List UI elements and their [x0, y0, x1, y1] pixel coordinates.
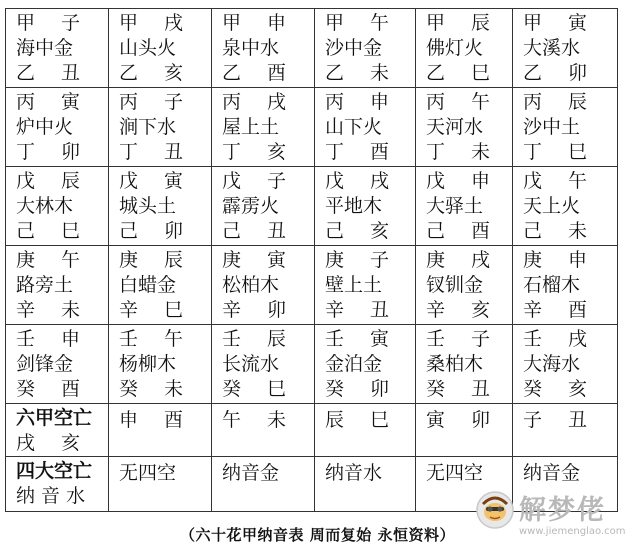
kong-wang-row-value-text: 子 丑 [523, 409, 598, 431]
stem-branch-second: 己 巳 [16, 220, 91, 242]
stem-branch-first: 壬 子 [426, 328, 501, 350]
nayin-cell [212, 167, 315, 246]
nayin-cell [513, 88, 618, 167]
nayin-name: 白蜡金 [119, 274, 177, 296]
nayin-cell [212, 88, 315, 167]
nayin-name: 霹雳火 [222, 195, 280, 217]
stem-branch-second: 辛 丑 [325, 299, 400, 321]
kong-wang-row-value-text: 辰 巳 [325, 409, 400, 431]
da-kong-wang-row-value-text: 无四空 [119, 462, 177, 484]
nayin-cell [315, 167, 416, 246]
stem-branch-first: 庚 辰 [119, 249, 194, 271]
nayin-name: 屋上土 [222, 116, 280, 138]
stem-branch-second: 丁 巳 [523, 141, 598, 163]
kong-wang-row-value-text: 午 未 [222, 409, 297, 431]
nayin-cell [6, 325, 109, 404]
nayin-name: 大海水 [523, 353, 581, 375]
kong-wang-row-value-text: 寅 卯 [426, 409, 501, 431]
stem-branch-second: 己 丑 [222, 220, 297, 242]
nayin-cell [513, 167, 618, 246]
stem-branch-first: 戊 辰 [16, 170, 91, 192]
nayin-cell [212, 246, 315, 325]
nayin-cell [513, 246, 618, 325]
watermark-url: www.jiemenglao.com [519, 526, 626, 537]
nayin-cell [6, 246, 109, 325]
table-caption: （六十花甲纳音表 周而复始 永恒资料） [180, 526, 455, 544]
stem-branch-first: 丙 子 [119, 91, 194, 113]
nayin-name: 剑锋金 [16, 353, 74, 375]
nayin-cell [416, 246, 513, 325]
stem-branch-first: 壬 戌 [523, 328, 598, 350]
kong-wang-row-value [109, 404, 212, 457]
watermark [475, 488, 625, 546]
kong-wang-row-value-text: 申 酉 [119, 409, 194, 431]
stem-branch-first: 戊 戌 [325, 170, 400, 192]
nayin-cell [416, 167, 513, 246]
nayin-cell [315, 88, 416, 167]
stem-branch-first: 壬 寅 [325, 328, 400, 350]
nayin-table-body [6, 9, 618, 512]
stem-branch-first: 戊 午 [523, 170, 598, 192]
nayin-cell [416, 325, 513, 404]
nayin-cell [513, 325, 618, 404]
nayin-name: 杨柳木 [119, 353, 177, 375]
nayin-name: 沙中金 [325, 37, 383, 59]
stem-branch-second: 癸 亥 [523, 378, 598, 400]
stem-branch-second: 辛 酉 [523, 299, 598, 321]
stem-branch-first: 戊 子 [222, 170, 297, 192]
nayin-name: 石榴木 [523, 274, 581, 296]
nayin-name: 壁上土 [325, 274, 383, 296]
da-kong-wang-row-value-text: 纳音金 [222, 462, 280, 484]
nayin-name: 大林木 [16, 195, 74, 217]
table-row [6, 88, 618, 167]
da-kong-wang-row-value-text: 纳音金 [523, 462, 581, 484]
stem-branch-second: 己 亥 [325, 220, 400, 242]
stem-branch-second: 丁 酉 [325, 141, 400, 163]
stem-branch-second: 乙 酉 [222, 62, 297, 84]
nayin-name: 天上火 [523, 195, 581, 217]
da-kong-wang-row-label-line2: 纳 音 水 [16, 485, 86, 507]
stem-branch-first: 甲 午 [325, 12, 400, 34]
nayin-cell [6, 9, 109, 88]
nayin-cell [6, 167, 109, 246]
stem-branch-first: 庚 申 [523, 249, 598, 271]
nayin-cell [6, 88, 109, 167]
stem-branch-second: 己 酉 [426, 220, 501, 242]
stem-branch-second: 辛 亥 [426, 299, 501, 321]
stem-branch-first: 戊 寅 [119, 170, 194, 192]
nayin-name: 山下火 [325, 116, 383, 138]
stem-branch-second: 辛 巳 [119, 299, 194, 321]
nayin-cell [212, 325, 315, 404]
da-kong-wang-row-label [6, 457, 109, 512]
stem-branch-first: 壬 申 [16, 328, 91, 350]
da-kong-wang-row-value-text: 纳音水 [325, 462, 383, 484]
stem-branch-first: 戊 申 [426, 170, 501, 192]
stem-branch-second: 丁 亥 [222, 141, 297, 163]
da-kong-wang-row-value [109, 457, 212, 512]
nayin-name: 金泊金 [325, 353, 383, 375]
nayin-table [5, 8, 618, 512]
stem-branch-first: 甲 辰 [426, 12, 501, 34]
nayin-name: 炉中火 [16, 116, 74, 138]
stem-branch-first: 庚 午 [16, 249, 91, 271]
kong-wang-row-value [315, 404, 416, 457]
nayin-cell [109, 9, 212, 88]
stem-branch-second: 乙 卯 [523, 62, 598, 84]
stem-branch-first: 甲 申 [222, 12, 297, 34]
nayin-cell [109, 325, 212, 404]
stem-branch-first: 庚 寅 [222, 249, 297, 271]
stem-branch-first: 庚 子 [325, 249, 400, 271]
nayin-name: 长流水 [222, 353, 280, 375]
stem-branch-first: 丙 辰 [523, 91, 598, 113]
table-row [6, 167, 618, 246]
stem-branch-first: 丙 寅 [16, 91, 91, 113]
stem-branch-first: 甲 戌 [119, 12, 194, 34]
stem-branch-first: 庚 戌 [426, 249, 501, 271]
nayin-name: 路旁土 [16, 274, 74, 296]
stem-branch-second: 癸 未 [119, 378, 194, 400]
nayin-name: 大驿土 [426, 195, 484, 217]
stem-branch-second: 癸 丑 [426, 378, 501, 400]
nayin-cell [315, 9, 416, 88]
stem-branch-second: 辛 卯 [222, 299, 297, 321]
stem-branch-second: 乙 亥 [119, 62, 194, 84]
stem-branch-second: 丁 未 [426, 141, 501, 163]
stem-branch-second: 辛 未 [16, 299, 91, 321]
nayin-name: 松柏木 [222, 274, 280, 296]
stem-branch-first: 壬 午 [119, 328, 194, 350]
da-kong-wang-row-value [315, 457, 416, 512]
stem-branch-second: 己 未 [523, 220, 598, 242]
kong-wang-row-label-line2: 戌 亥 [16, 432, 91, 454]
kong-wang-row-value [513, 404, 618, 457]
nayin-cell [416, 9, 513, 88]
nayin-name: 钗钏金 [426, 274, 484, 296]
kong-wang-row-label-line1: 六甲空亡 [16, 407, 93, 429]
nayin-cell [315, 325, 416, 404]
nayin-cell [416, 88, 513, 167]
stem-branch-second: 癸 卯 [325, 378, 400, 400]
nayin-cell [109, 246, 212, 325]
nayin-name: 城头土 [119, 195, 177, 217]
stem-branch-first: 甲 寅 [523, 12, 598, 34]
watermark-brand: 解梦佬 [519, 495, 606, 526]
nayin-name: 泉中水 [222, 37, 280, 59]
nayin-name: 佛灯火 [426, 37, 484, 59]
nayin-name: 桑柏木 [426, 353, 484, 375]
kong-wang-row-value [416, 404, 513, 457]
nayin-name: 山头火 [119, 37, 177, 59]
da-kong-wang-row-label-line1: 四大空亡 [16, 460, 93, 482]
table-row [6, 246, 618, 325]
stem-branch-first: 丙 戌 [222, 91, 297, 113]
stem-branch-second: 癸 巳 [222, 378, 297, 400]
nayin-cell [109, 167, 212, 246]
watermark-logo-icon [475, 490, 515, 530]
stem-branch-second: 丁 丑 [119, 141, 194, 163]
table-row [6, 325, 618, 404]
nayin-cell [315, 246, 416, 325]
kong-wang-row [6, 404, 618, 457]
stem-branch-second: 乙 未 [325, 62, 400, 84]
stem-branch-second: 乙 巳 [426, 62, 501, 84]
nayin-name: 天河水 [426, 116, 484, 138]
stem-branch-second: 癸 酉 [16, 378, 91, 400]
table-row [6, 9, 618, 88]
nayin-cell [212, 9, 315, 88]
stem-branch-first: 甲 子 [16, 12, 91, 34]
stem-branch-first: 壬 辰 [222, 328, 297, 350]
stem-branch-second: 丁 卯 [16, 141, 91, 163]
nayin-cell [513, 9, 618, 88]
stem-branch-first: 丙 申 [325, 91, 400, 113]
kong-wang-row-label [6, 404, 109, 457]
nayin-name: 平地木 [325, 195, 383, 217]
stem-branch-second: 己 卯 [119, 220, 194, 242]
nayin-name: 涧下水 [119, 116, 177, 138]
da-kong-wang-row-value-text: 无四空 [426, 462, 484, 484]
nayin-name: 海中金 [16, 37, 74, 59]
stem-branch-first: 丙 午 [426, 91, 501, 113]
kong-wang-row-value [212, 404, 315, 457]
nayin-cell [109, 88, 212, 167]
nayin-name: 沙中土 [523, 116, 581, 138]
da-kong-wang-row-value [212, 457, 315, 512]
nayin-name: 大溪水 [523, 37, 581, 59]
stem-branch-second: 乙 丑 [16, 62, 91, 84]
